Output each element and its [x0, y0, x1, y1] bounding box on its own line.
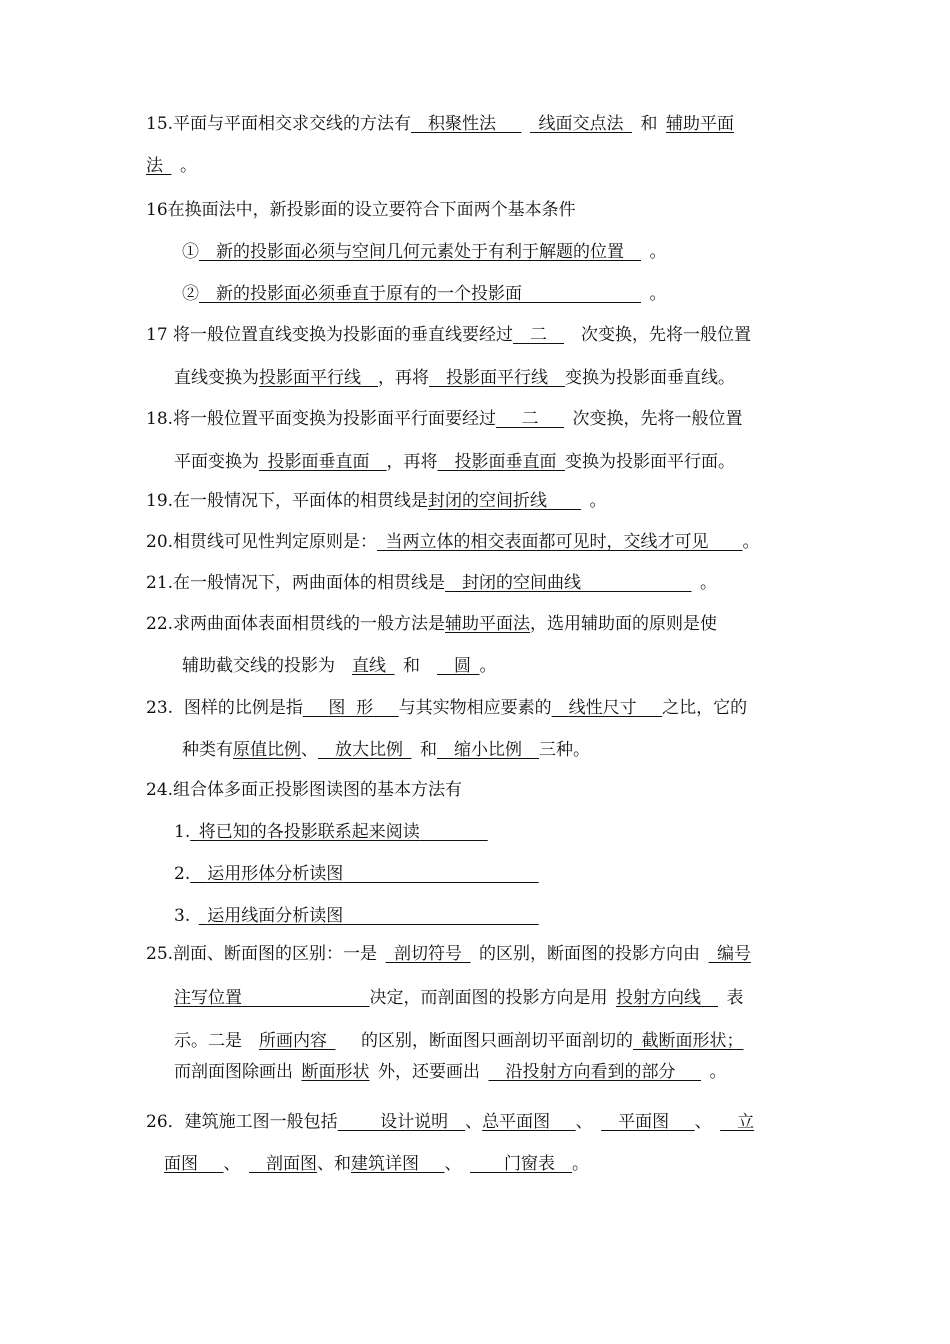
q15-answer-2: 线面交点法	[538, 114, 624, 134]
q20-line: 20.相贯线可见性判定原则是： 当两立体的相交表面都可见时，交线才可见 。	[146, 532, 760, 552]
q25-answer-2b: 注写位置	[174, 988, 242, 1008]
q23-line-1: 23. 图样的比例是指 图 形 与其实物相应要素的 线性尺寸 之比，它的	[146, 698, 748, 718]
q23-answer-1: 图 形	[328, 698, 374, 718]
q25-line-3: 示。二是 所画内容 的区别，断面图只画剖切平面剖切的 截断面形状；	[174, 1031, 744, 1051]
q21-answer: 封闭的空间曲线	[462, 573, 582, 593]
q26-answer-2: 总平面图	[482, 1112, 551, 1132]
q22-line-1: 22.求两曲面体表面相贯线的一般方法是辅助平面法，选用辅助面的原则是使	[146, 614, 718, 634]
q16-answer-2: 新的投影面必须垂直于原有的一个投影面	[216, 284, 522, 304]
q25-answer-7: 沿投射方向看到的部分	[505, 1062, 676, 1082]
q23-answer-5: 缩小比例	[454, 740, 522, 760]
q24-title: 24.组合体多面正投影图读图的基本方法有	[146, 780, 463, 800]
q24-item-1: 1. 将已知的各投影联系起来阅读	[174, 820, 488, 844]
q15-line-1: 15.平面与平面相交求交线的方法有 积聚性法 线面交点法 和 辅助平面	[146, 114, 735, 134]
q25-line-4: 而剖面图除画出 断面形状 外，还要画出 沿投射方向看到的部分 。	[174, 1062, 727, 1082]
q22-line-2: 辅助截交线的投影为 直线 和 圆 。	[182, 656, 497, 676]
q25-answer-2: 编号	[717, 944, 752, 964]
q20-answer: 当两立体的相交表面都可见时，交线才可见	[385, 532, 709, 552]
q26-answer-3: 平面图	[618, 1112, 670, 1132]
q19-line: 19.在一般情况下，平面体的相贯线是封闭的空间折线 。	[146, 491, 607, 511]
q15-answer-3b: 法	[146, 156, 163, 176]
q24-item-3: 3. 运用线面分析读图	[174, 904, 539, 928]
q25-line-1: 25.剖面、断面图的区别：一是 剖切符号 的区别，断面图的投影方向由 编号	[146, 944, 752, 964]
q26-answer-7: 门窗表	[504, 1154, 555, 1174]
q18-line-2: 平面变换为 投影面垂直面 ，再将 投影面垂直面 变换为投影面平行面。	[174, 452, 735, 472]
q18-answer-3: 投影面垂直面	[454, 452, 557, 472]
q17-answer-2: 投影面平行线	[259, 368, 361, 388]
q15-answer-1: 积聚性法	[428, 114, 497, 134]
q24-answer-2: 运用形体分析读图	[207, 864, 344, 884]
q25-answer-3: 投射方向线	[616, 988, 701, 1008]
q26-answer-4b: 面图	[164, 1154, 198, 1174]
q16-condition-1: ① 新的投影面必须与空间几何元素处于有利于解题的位置 。	[182, 242, 667, 262]
q22-answer-1: 辅助平面法	[445, 614, 531, 634]
q17-line-2: 直线变换为投影面平行线 ，再将 投影面平行线 变换为投影面垂直线。	[174, 368, 735, 388]
q25-answer-6: 断面形状	[301, 1062, 370, 1082]
q25-answer-5: 截断面形状；	[641, 1031, 744, 1051]
q17-line-1: 17 将一般位置直线变换为投影面的垂直线要经过 二 次变换，先将一般位置	[146, 325, 752, 345]
q23-answer-4: 放大比例	[335, 740, 403, 760]
q23-answer-2: 线性尺寸	[568, 698, 637, 718]
q26-answer-5: 剖面图	[266, 1154, 317, 1174]
q19-answer: 封闭的空间折线	[428, 491, 548, 511]
q26-answer-1: 设计说明	[380, 1112, 449, 1132]
q24-item-2: 2. 运用形体分析读图	[174, 862, 539, 886]
q25-answer-4: 所画内容	[259, 1031, 327, 1051]
q23-answer-3: 原值比例	[233, 740, 301, 760]
q22-answer-2: 直线	[352, 656, 386, 676]
q15-line-2: 法 。	[146, 156, 197, 176]
q17-answer-3: 投影面平行线	[446, 368, 548, 388]
q25-line-2: 注写位置 决定，而剖面图的投影方向是用 投射方向线 表	[174, 988, 744, 1008]
q26-answer-4: 立	[737, 1112, 755, 1132]
q18-line-1: 18.将一般位置平面变换为投影面平行面要经过 二 次变换，先将一般位置	[146, 409, 743, 429]
q23-line-2: 种类有原值比例、 放大比例 和 缩小比例 三种。	[182, 740, 590, 760]
q21-line: 21.在一般情况下，两曲面体的相贯线是 封闭的空间曲线 。	[146, 573, 718, 593]
q24-answer-1: 将已知的各投影联系起来阅读	[198, 822, 420, 842]
q16-answer-1: 新的投影面必须与空间几何元素处于有利于解题的位置	[216, 242, 624, 262]
q26-line-1: 26．建筑施工图一般包括 设计说明 、总平面图 、 平面图 、 立	[146, 1112, 755, 1132]
q26-line-2: 面图 、 剖面图、和建筑详图 、 门窗表 。	[164, 1154, 589, 1174]
q26-answer-6: 建筑详图	[351, 1154, 419, 1174]
q16-title: 16在换面法中，新投影面的设立要符合下面两个基本条件	[146, 200, 576, 220]
q16-condition-2: ② 新的投影面必须垂直于原有的一个投影面 。	[182, 284, 667, 304]
q22-answer-3: 圆	[454, 656, 471, 676]
q25-answer-1: 剖切符号	[394, 944, 463, 964]
q18-answer-2: 投影面垂直面	[267, 452, 370, 472]
q15-answer-3: 辅助平面	[666, 114, 735, 134]
q18-answer-1: 二	[521, 409, 539, 429]
q24-answer-3: 运用线面分析读图	[207, 906, 344, 926]
q17-answer-1: 二	[530, 325, 548, 345]
